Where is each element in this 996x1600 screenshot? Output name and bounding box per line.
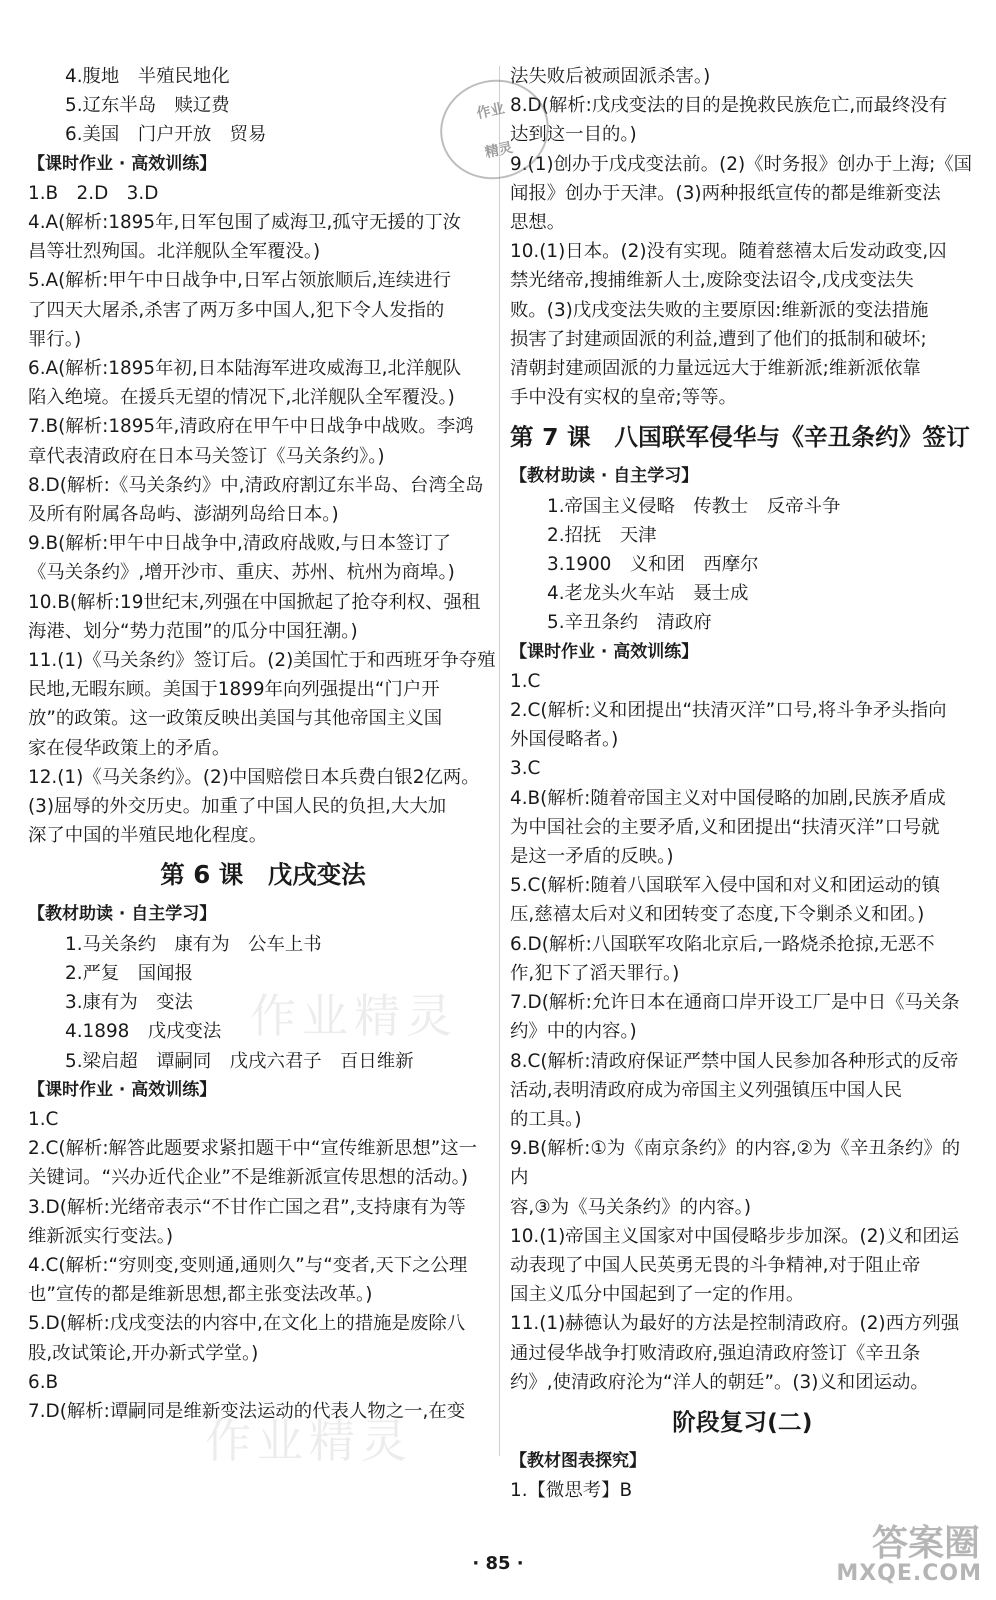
text-line: 动表现了中国人民英勇无畏的斗争精神,对于阻止帝 bbox=[510, 1254, 921, 1276]
answer-key-line: 4.腹地 半殖民地化 bbox=[65, 66, 230, 87]
text-line: 5.D(解析:戊戌变法的内容中,在文化上的措施是废除八 bbox=[28, 1313, 466, 1335]
logo-url: MXQE.COM bbox=[836, 1561, 982, 1586]
stamp-top-text: 作业 bbox=[475, 100, 507, 123]
text-line: 9.B(解析:①为《南京条约》的内容,②为《辛丑条约》的内 bbox=[510, 1138, 961, 1189]
stamp-bottom-text: 精灵 bbox=[483, 139, 515, 162]
answer-key-line: 5.辛丑条约 清政府 bbox=[547, 612, 712, 634]
text-line: 4.A(解析:1895年,日军包围了威海卫,孤守无援的丁汝 bbox=[28, 212, 462, 234]
text-line: 6.A(解析:1895年初,日本陆海军进攻威海卫,北洋舰队 bbox=[28, 358, 462, 380]
answer-key-line: 1.马关条约 康有为 公车上书 bbox=[65, 933, 322, 955]
answer-key-line: 3.1900 义和团 西摩尔 bbox=[547, 554, 759, 576]
answer-key-line: 2.严复 国闻报 bbox=[65, 962, 193, 984]
text-line: 及所有附属各岛屿、澎湖列岛给日本。) bbox=[28, 504, 339, 526]
section-heading: 【教材助读 · 自主学习】 bbox=[510, 466, 699, 487]
text-line: 禁光绪帝,搜捕维新人士,废除变法诏令,戊戌变法失 bbox=[510, 270, 914, 292]
text-line: 5.A(解析:甲午中日战争中,日军占领旅顺后,连续进行 bbox=[28, 270, 452, 292]
text-line: 海港、划分“势力范围”的瓜分中国狂潮。) bbox=[28, 620, 358, 642]
text-line: 10.B(解析:19世纪末,列强在中国掀起了抢夺利权、强租 bbox=[28, 591, 481, 613]
text-line: 8.D(解析:戊戌变法的目的是挽救民族危亡,而最终没有 bbox=[510, 95, 948, 117]
answer-key-line: 4.老龙头火车站 聂士成 bbox=[547, 583, 749, 605]
answer-key-line: 5.辽东半岛 赎辽费 bbox=[65, 95, 230, 117]
answer-key-line: 6.美国 门户开放 贸易 bbox=[65, 124, 267, 146]
text-line: 3.C bbox=[510, 758, 541, 780]
text-line: 6.B bbox=[28, 1371, 59, 1393]
review-title: 阶段复习(二) bbox=[672, 1407, 813, 1436]
text-line: 8.C(解析:清政府保证严禁中国人民参加各种形式的反帝 bbox=[510, 1050, 959, 1072]
text-line: 4.C(解析:“穷则变,变则通,通则久”与“变者,天下之公理 bbox=[28, 1254, 468, 1276]
lesson-title: 第 7 课 八国联军侵华与《辛丑条约》签订 bbox=[510, 423, 970, 452]
text-line: 7.D(解析:谭嗣同是维新变法运动的代表人物之一,在变 bbox=[28, 1400, 466, 1422]
text-line: 放”的政策。这一政策反映出美国与其他帝国主义国 bbox=[28, 708, 443, 730]
text-line: 12.(1)《马关条约》。(2)中国赔偿日本兵费白银2亿两。 bbox=[28, 766, 480, 788]
section-heading: 【教材助读 · 自主学习】 bbox=[28, 904, 217, 925]
text-line: 思想。 bbox=[510, 212, 566, 234]
text-line: 达到这一目的。) bbox=[510, 124, 637, 146]
text-line: 闻报》创办于天津。(3)两种报纸宣传的都是维新变法 bbox=[510, 182, 941, 204]
text-line: 手中没有实权的皇帝;等等。 bbox=[510, 387, 737, 409]
answer-key-line: 1.帝国主义侵略 传教士 反帝斗争 bbox=[547, 495, 841, 517]
watermark: 作业精灵 bbox=[205, 1414, 413, 1468]
text-line: 容,③为《马关条约》的内容。) bbox=[510, 1196, 751, 1218]
answer-key-line: 2.招抚 天津 bbox=[547, 524, 657, 546]
text-line: 活动,表明清政府成为帝国主义列强镇压中国人民 bbox=[510, 1079, 903, 1101]
text-line: 1.C bbox=[28, 1108, 59, 1130]
column-divider bbox=[499, 66, 500, 1456]
text-line: 8.D(解析:《马关条约》中,清政府割辽东半岛、台湾全岛 bbox=[28, 474, 484, 496]
text-line: 2.C(解析:解答此题要求紧扣题干中“宣传维新思想”这一 bbox=[28, 1138, 478, 1160]
text-line: 清朝封建顽固派的力量远远大于维新派;维新派依靠 bbox=[510, 358, 921, 380]
text-line: 5.C(解析:随着八国联军入侵中国和对义和团运动的镇 bbox=[510, 875, 940, 897]
text-line: 1.B 2.D 3.D bbox=[28, 182, 159, 204]
text-line: 陷入绝境。在援兵无望的情况下,北洋舰队全军覆没。) bbox=[28, 387, 455, 409]
watermark: 作业精灵 bbox=[250, 989, 458, 1043]
text-line: 家在侵华政策上的矛盾。 bbox=[28, 737, 231, 759]
text-line: 法失败后被顽固派杀害。) bbox=[510, 66, 711, 87]
answer-key-line: 3.康有为 变法 bbox=[65, 992, 193, 1014]
logo-text: 答案圈 bbox=[871, 1523, 980, 1564]
text-line: 9.(1)创办于戊戌变法前。(2)《时务报》创办于上海;《国 bbox=[510, 153, 973, 175]
text-line: 9.B(解析:甲午中日战争中,清政府战败,与日本签订了 bbox=[28, 533, 452, 555]
text-line: 通过侵华战争打败清政府,强迫清政府签订《辛丑条 bbox=[510, 1342, 921, 1364]
text-line: 关键词。“兴办近代企业”不是维新派宣传思想的活动。) bbox=[28, 1167, 469, 1189]
text-line: (3)屈辱的外交历史。加重了中国人民的负担,大大加 bbox=[28, 796, 447, 818]
text-line: 维新派实行变法。) bbox=[28, 1225, 174, 1247]
text-line: 压,慈禧太后对义和团转变了态度,下令剿杀义和团。) bbox=[510, 904, 925, 926]
text-line: 约》中的内容。) bbox=[510, 1021, 637, 1043]
lesson-title: 第 6 课 戊戌变法 bbox=[160, 860, 366, 890]
text-line: 7.D(解析:允许日本在通商口岸开设工厂是中日《马关条 bbox=[510, 992, 960, 1014]
text-line: 11.(1)《马关条约》签订后。(2)美国忙于和西班牙争夺殖 bbox=[28, 650, 496, 672]
text-line: 10.(1)帝国主义国家对中国侵略步步加深。(2)义和团运 bbox=[510, 1225, 960, 1247]
text-line: 昌等壮烈殉国。北洋舰队全军覆没。) bbox=[28, 241, 321, 263]
text-line: 1.C bbox=[510, 670, 541, 692]
text-line: 了四天大屠杀,杀害了两万多中国人,犯下令人发指的 bbox=[28, 299, 445, 321]
text-line: 股,改试策论,开办新式学堂。) bbox=[28, 1342, 259, 1364]
text-line: 7.B(解析:1895年,清政府在甲午中日战争中战败。李鸿 bbox=[28, 416, 474, 438]
text-line: 也”宣传的都是维新思想,都主张变法改革。) bbox=[28, 1284, 373, 1306]
text-line: 11.(1)赫德认为最好的方法是控制清政府。(2)西方列强 bbox=[510, 1313, 960, 1335]
text-line: 民地,无暇东顾。美国于1899年向列强提出“门户开 bbox=[28, 679, 440, 701]
text-line: 《马关条约》,增开沙市、重庆、苏州、杭州为商埠。) bbox=[28, 562, 455, 584]
left-column bbox=[28, 62, 498, 1426]
answer-key-line: 5.梁启超 谭嗣同 戊戌六君子 百日维新 bbox=[65, 1050, 414, 1072]
text-line: 2.C(解析:义和团提出“扶清灭洋”口号,将斗争矛头指向 bbox=[510, 700, 947, 722]
site-logo bbox=[810, 1515, 990, 1595]
text-line: 败。(3)戊戌变法失败的主要原因:维新派的变法措施 bbox=[510, 299, 929, 321]
text-line: 3.D(解析:光绪帝表示“不甘作亡国之君”,支持康有为等 bbox=[28, 1196, 466, 1218]
text-line: 6.D(解析:八国联军攻陷北京后,一路烧杀抢掠,无恶不 bbox=[510, 933, 935, 955]
right-column bbox=[510, 62, 975, 1505]
text-line: 深了中国的半殖民地化程度。 bbox=[28, 825, 268, 847]
text-line: 作,犯下了滔天罪行。) bbox=[510, 962, 680, 984]
text-line: 为中国社会的主要矛盾,义和团提出“扶清灭洋”口号就 bbox=[510, 816, 940, 838]
text-line: 约》,使清政府沦为“洋人的朝廷”。(3)义和团运动。 bbox=[510, 1371, 929, 1393]
text-line: 损害了封建顽固派的利益,遭到了他们的抵制和破坏; bbox=[510, 328, 927, 350]
section-heading: 【课时作业 · 高效训练】 bbox=[28, 1079, 217, 1100]
text-line: 外国侵略者。) bbox=[510, 729, 619, 751]
text-line: 1.【微思考】B bbox=[510, 1480, 633, 1502]
section-heading: 【教材图表探究】 bbox=[510, 1450, 646, 1471]
section-heading: 【课时作业 · 高效训练】 bbox=[28, 153, 217, 174]
page-number: · 85 · bbox=[472, 1553, 524, 1574]
text-line: 10.(1)日本。(2)没有实现。随着慈禧太后发动政变,囚 bbox=[510, 241, 947, 263]
text-line: 章代表清政府在日本马关签订《马关条约》。) bbox=[28, 445, 385, 467]
text-line: 是这一矛盾的反映。) bbox=[510, 846, 674, 868]
section-heading: 【课时作业 · 高效训练】 bbox=[510, 641, 699, 662]
text-line: 国主义瓜分中国起到了一定的作用。 bbox=[510, 1284, 805, 1306]
text-line: 罪行。) bbox=[28, 328, 82, 350]
text-line: 4.B(解析:随着帝国主义对中国侵略的加剧,民族矛盾成 bbox=[510, 787, 946, 809]
answer-key-line: 4.1898 戊戌变法 bbox=[65, 1021, 222, 1043]
text-line: 的工具。) bbox=[510, 1108, 582, 1130]
